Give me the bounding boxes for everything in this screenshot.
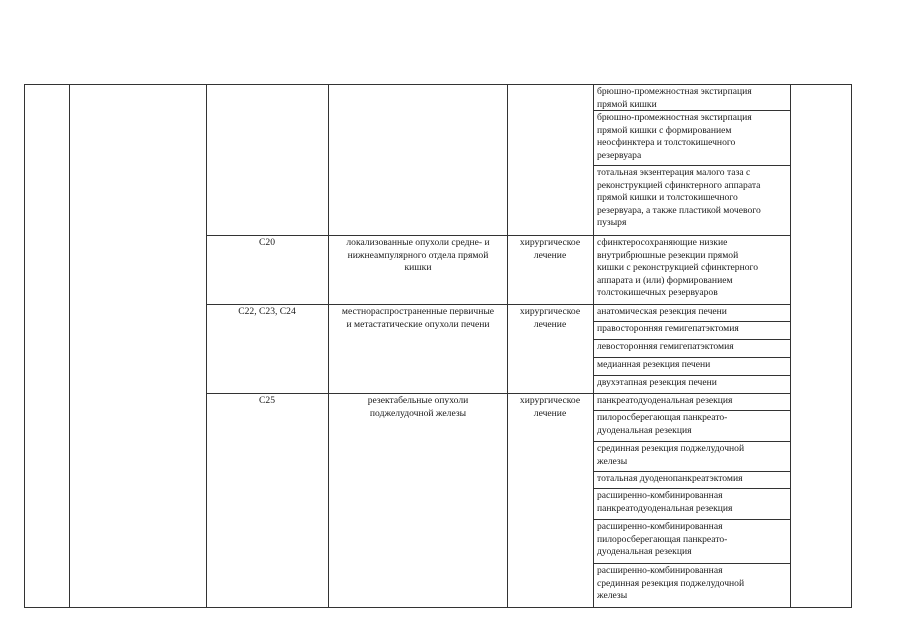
diagnosis-cell: локализованные опухоли средне- и нижнеампулярного отдела прямой кишки xyxy=(346,237,490,274)
diagnosis-cell: местнораспространенные первичные и метастатические опухоли печени xyxy=(341,306,495,330)
method-divider xyxy=(593,375,790,376)
method-cell: сфинктеросохраняющие низкие внутрибрюшные резекции прямой кишки с реконструкцией сфинктерного аппарата и (или) формированием толстокишечных резервуаров xyxy=(597,237,759,299)
method-cell: брюшно-промежностная экстирпация прямой кишки с формированием неосфинктера и толстокишечного резервуара xyxy=(597,112,752,161)
method-cell: тотальная дуоденопанкреатэктомия xyxy=(597,473,743,484)
column-divider xyxy=(790,84,791,608)
method-divider xyxy=(593,321,790,322)
treatment-cell: хирургическое лечение xyxy=(519,237,581,261)
method-cell: панкреатодуоденальная резекция xyxy=(597,395,733,406)
method-cell: левосторонняя гемигепатэктомия xyxy=(597,341,734,352)
diagnosis-cell: резектабельные опухоли поджелудочной железы xyxy=(367,395,469,419)
method-divider xyxy=(593,563,790,564)
method-cell: расширенно-комбинированная пилоросберегающая панкреато- дуоденальная резекция xyxy=(597,521,728,558)
row-divider xyxy=(206,304,790,305)
method-cell: пилоросберегающая панкреато- дуоденальная резекция xyxy=(597,412,728,436)
column-divider xyxy=(206,84,207,608)
column-divider xyxy=(593,84,594,608)
method-divider xyxy=(593,165,790,166)
method-divider xyxy=(593,488,790,489)
method-cell: расширенно-комбинированная срединная резекция поджелудочной железы xyxy=(597,565,745,602)
column-divider xyxy=(507,84,508,608)
method-cell: двухэтапная резекция печени xyxy=(597,377,717,388)
row-divider xyxy=(206,235,790,236)
method-cell: тотальная экзентерация малого таза с реконструкцией сфинктерного аппарата прямой кишки и толстокишечного резервуара, а также пластикой мочевого пузыря xyxy=(597,167,761,229)
icd-code-cell: C22, C23, C24 xyxy=(238,306,296,317)
method-cell: брюшно-промежностная экстирпация прямой кишки xyxy=(597,86,752,110)
method-cell: правосторонняя гемигепатэктомия xyxy=(597,323,739,334)
row-divider xyxy=(206,393,790,394)
method-divider xyxy=(593,519,790,520)
column-divider xyxy=(69,84,70,608)
method-cell: анатомическая резекция печени xyxy=(597,306,727,317)
method-divider xyxy=(593,410,790,411)
method-cell: срединная резекция поджелудочной железы xyxy=(597,443,745,467)
method-cell: медианная резекция печени xyxy=(597,359,711,370)
method-divider xyxy=(593,357,790,358)
method-cell: расширенно-комбинированная панкреатодуоденальная резекция xyxy=(597,490,733,514)
method-divider xyxy=(593,339,790,340)
icd-code-cell: C25 xyxy=(259,395,275,406)
treatment-cell: хирургическое лечение xyxy=(519,306,581,330)
method-divider xyxy=(593,441,790,442)
column-divider xyxy=(328,84,329,608)
treatment-cell: хирургическое лечение xyxy=(519,395,581,419)
method-divider xyxy=(593,471,790,472)
icd-code-cell: C20 xyxy=(259,237,275,248)
